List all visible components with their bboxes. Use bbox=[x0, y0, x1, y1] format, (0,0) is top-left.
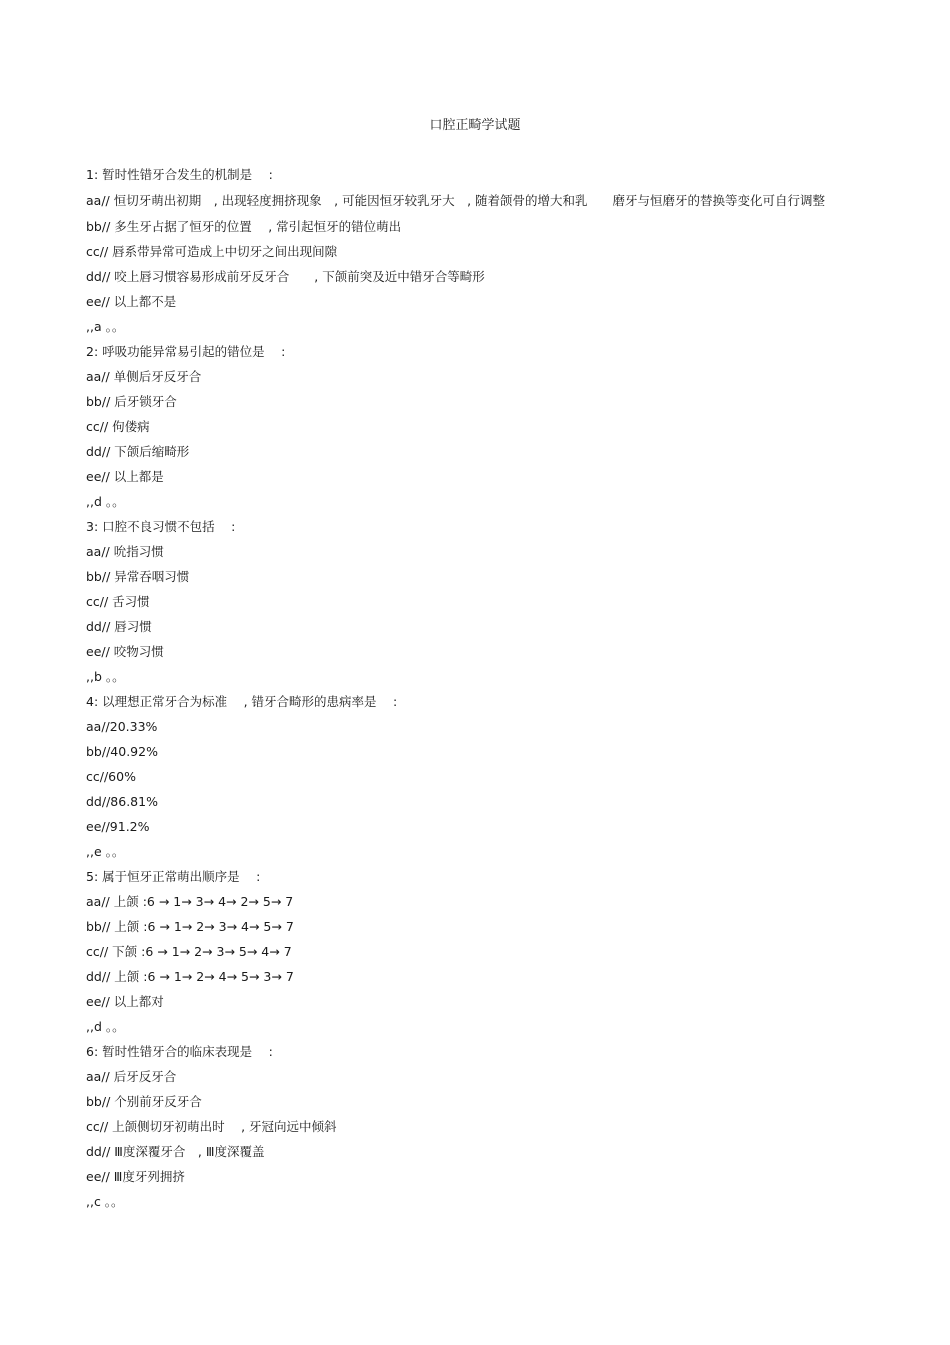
option-d: dd//86.81% bbox=[86, 794, 158, 809]
option-d: dd// Ⅲ度深覆牙合 , Ⅲ度深覆盖 bbox=[86, 1144, 265, 1159]
option-c: cc// 唇系带异常可造成上中切牙之间出现间隙 bbox=[86, 244, 338, 259]
option-a: aa// 单侧后牙反牙合 bbox=[86, 369, 202, 384]
question-6 bbox=[86, 1043, 826, 1211]
option-a: aa// 上颌 :6 → 1→ 3→ 4→ 2→ 5→ 7 bbox=[86, 894, 294, 909]
option-b: bb// 上颌 :6 → 1→ 2→ 3→ 4→ 5→ 7 bbox=[86, 919, 294, 934]
option-d: dd// 唇习惯 bbox=[86, 619, 152, 634]
option-c: cc// 下颌 :6 → 1→ 2→ 3→ 5→ 4→ 7 bbox=[86, 944, 292, 959]
answer-line: ,,a 。。 bbox=[86, 319, 125, 334]
option-c: cc// 上颌侧切牙初萌出时 , 牙冠向远中倾斜 bbox=[86, 1119, 337, 1134]
option-a: aa// 后牙反牙合 bbox=[86, 1069, 177, 1084]
option-a: aa// 恒切牙萌出初期 , 出现轻度拥挤现象 , 可能因恒牙较乳牙大 , 随着颌骨的增大和乳 磨牙与恒磨牙的替换等变化可自行调整 bbox=[86, 193, 826, 208]
question-stem: 4: 以理想正常牙合为标准 , 错牙合畸形的患病率是 : bbox=[86, 694, 398, 709]
question-list bbox=[86, 166, 826, 1218]
option-e: ee// 以上都对 bbox=[86, 994, 164, 1009]
option-a: aa// 吮指习惯 bbox=[86, 544, 164, 559]
question-3 bbox=[86, 518, 826, 686]
option-b: bb// 异常吞咽习惯 bbox=[86, 569, 190, 584]
answer-line: ,,e 。。 bbox=[86, 844, 125, 859]
question-2 bbox=[86, 343, 826, 511]
question-stem: 6: 暂时性错牙合的临床表现是 : bbox=[86, 1044, 273, 1059]
answer-line: ,,b 。。 bbox=[86, 669, 125, 684]
option-c: cc//60% bbox=[86, 769, 136, 784]
option-d: dd// 上颌 :6 → 1→ 2→ 4→ 5→ 3→ 7 bbox=[86, 969, 294, 984]
option-b: bb//40.92% bbox=[86, 744, 158, 759]
question-4 bbox=[86, 693, 826, 861]
option-e: ee// 咬物习惯 bbox=[86, 644, 164, 659]
option-e: ee//91.2% bbox=[86, 819, 150, 834]
option-e: ee// 以上都是 bbox=[86, 469, 164, 484]
document-title: 口腔正畸学试题 bbox=[429, 118, 521, 133]
option-b: bb// 多生牙占据了恒牙的位置 , 常引起恒牙的错位萌出 bbox=[86, 219, 402, 234]
option-d: dd// 咬上唇习惯容易形成前牙反牙合 , 下颌前突及近中错牙合等畸形 bbox=[86, 269, 485, 284]
option-c: cc// 舌习惯 bbox=[86, 594, 150, 609]
question-5 bbox=[86, 868, 826, 1036]
answer-line: ,,c 。。 bbox=[86, 1194, 124, 1209]
question-1 bbox=[86, 166, 826, 336]
option-b: bb// 后牙锁牙合 bbox=[86, 394, 177, 409]
option-c: cc// 佝偻病 bbox=[86, 419, 150, 434]
option-b: bb// 个别前牙反牙合 bbox=[86, 1094, 202, 1109]
option-e: ee// 以上都不是 bbox=[86, 294, 177, 309]
option-e: ee// Ⅲ度牙列拥挤 bbox=[86, 1169, 185, 1184]
answer-line: ,,d 。。 bbox=[86, 1019, 125, 1034]
option-d: dd// 下颌后缩畸形 bbox=[86, 444, 190, 459]
question-stem: 5: 属于恒牙正常萌出顺序是 : bbox=[86, 869, 261, 884]
question-stem: 2: 呼吸功能异常易引起的错位是 : bbox=[86, 344, 286, 359]
option-a: aa//20.33% bbox=[86, 719, 158, 734]
question-stem: 1: 暂时性错牙合发生的机制是 : bbox=[86, 167, 273, 182]
question-stem: 3: 口腔不良习惯不包括 : bbox=[86, 519, 236, 534]
answer-line: ,,d 。。 bbox=[86, 494, 125, 509]
